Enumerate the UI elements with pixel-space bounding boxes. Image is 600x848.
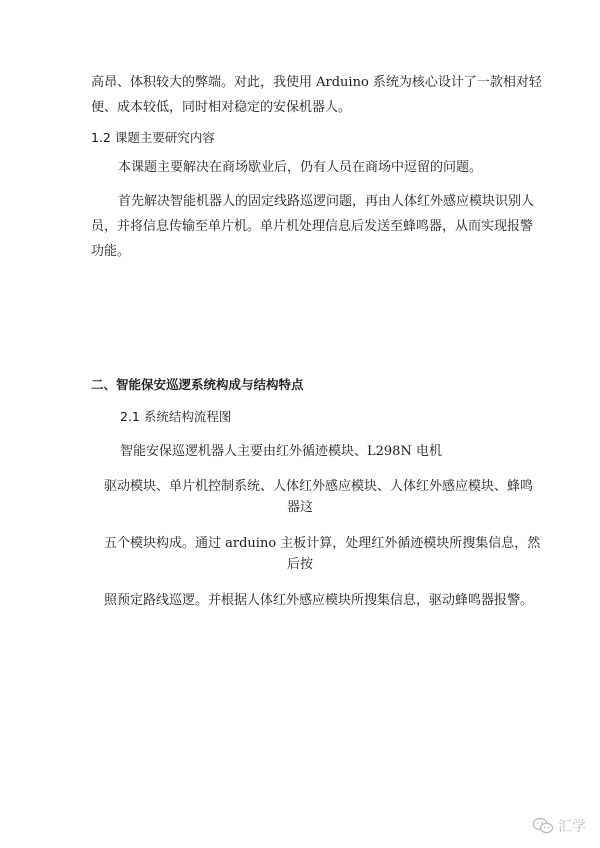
paragraph-line: 员，并将信息传输至单片机。单片机处理信息后发送至蜂鸣器，从而实现报警 bbox=[91, 219, 534, 234]
paragraph-line: 首先解决智能机器人的固定线路巡逻问题，再由人体红外感应模块识别人 bbox=[118, 194, 535, 209]
paragraph-line: 功能。 bbox=[91, 244, 131, 259]
section-heading-1-2: 1.2 课题主要研究内容 bbox=[91, 130, 215, 145]
paragraph-line: 后按 bbox=[286, 557, 313, 572]
paragraph-line: 本课题主要解决在商场歇业后，仍有人员在商场中逗留的问题。 bbox=[118, 160, 483, 175]
paragraph-line: 高昂、体积较大的弊端。对此，我使用 Arduino 系统为核心设计了一款相对轻 bbox=[91, 75, 542, 90]
paragraph-line: 五个模块构成。通过 arduino 主板计算，处理红外循迹模块所搜集信息，然 bbox=[104, 536, 541, 551]
paragraph-line: 器这 bbox=[286, 500, 313, 515]
paragraph-line: 照预定路线巡逻。并根据人体红外感应模块所搜集信息，驱动蜂鸣器报警。 bbox=[104, 593, 534, 608]
section-heading-2: 二、智能保安巡逻系统构成与结构特点 bbox=[91, 377, 304, 392]
section-heading-2-1: 2.1 系统结构流程图 bbox=[120, 409, 232, 424]
wechat-icon bbox=[532, 817, 554, 835]
paragraph-line: 驱动模块、单片机控制系统、人体红外感应模块、人体红外感应模块、蜂鸣 bbox=[104, 479, 534, 494]
watermark-text: 汇学 bbox=[558, 819, 586, 835]
watermark bbox=[532, 816, 586, 836]
paragraph-line: 便、成本较低，同时相对稳定的安保机器人。 bbox=[91, 100, 352, 115]
paragraph-line: 智能安保巡逻机器人主要由红外循迹模块、L298N 电机 bbox=[120, 444, 442, 459]
